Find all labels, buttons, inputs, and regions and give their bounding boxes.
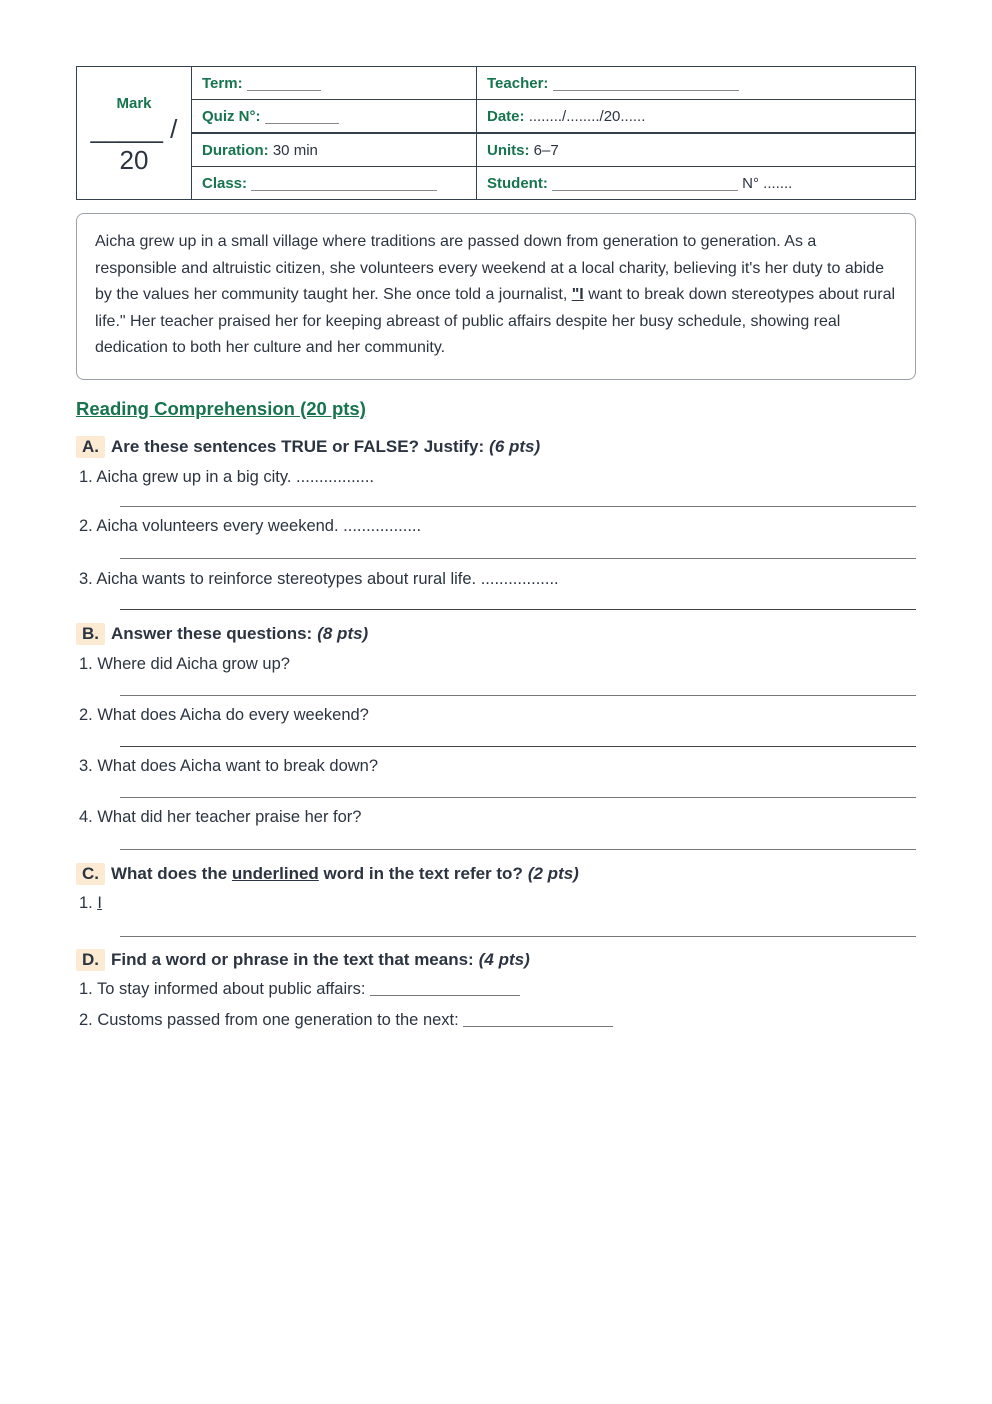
teacher-field[interactable] xyxy=(553,76,739,91)
section-c-title-underlined: underlined xyxy=(231,863,319,883)
class-cell[interactable] xyxy=(192,167,477,200)
quiz-number-field[interactable] xyxy=(265,109,339,124)
passage-text-1: Aicha grew up in a small village where traditions are passed down from generation to generation. As a responsible and altruistic citizen, she volunteers every weekend at a local charity, believing it's her duty to abide by the values her community taught her. She once told a journalist, xyxy=(95,233,884,303)
section-d-item-2 xyxy=(76,1011,916,1030)
section-b-answer-line-1[interactable] xyxy=(120,674,916,696)
section-d-answer-field-2[interactable] xyxy=(463,1012,613,1027)
section-b-title: Answer these questions: xyxy=(111,623,313,643)
section-c-item-word: I xyxy=(97,893,102,912)
units-cell xyxy=(477,133,916,167)
header-table xyxy=(76,66,916,200)
section-d-item-1-text: 1. To stay informed about public affairs: xyxy=(79,979,366,998)
section-c-answer-line-1[interactable] xyxy=(120,913,916,937)
section-b-points: (8 pts) xyxy=(317,623,369,643)
section-a-item-3: 3. Aicha wants to reinforce stereotypes about rural life. ................. xyxy=(79,569,559,588)
section-b-item-3: 3. What does Aicha want to break down? xyxy=(79,756,379,775)
quiz-number-label: Quiz N°: xyxy=(202,107,261,125)
duration-label: Duration: xyxy=(202,141,269,159)
class-field[interactable] xyxy=(251,176,437,191)
section-a-answer-line-1[interactable] xyxy=(120,487,916,507)
section-a-points: (6 pts) xyxy=(489,436,541,456)
section-b-item-1: 1. Where did Aicha grow up? xyxy=(79,654,290,673)
quiz-page xyxy=(76,66,916,1030)
passage-text-2: want to break down stereotypes about rural life." Her teacher praised her for keeping abreast of public affairs despite her busy schedule, showing real dedication to both her culture and her community. xyxy=(95,286,896,356)
term-field[interactable] xyxy=(247,76,321,91)
student-field[interactable] xyxy=(552,176,738,191)
units-value: 6–7 xyxy=(533,141,559,159)
quiz-number-cell[interactable] xyxy=(192,100,477,134)
section-d-heading xyxy=(76,949,916,971)
section-d-item-1 xyxy=(76,980,916,999)
teacher-label: Teacher: xyxy=(487,74,549,92)
teacher-cell[interactable] xyxy=(477,67,916,100)
section-a-heading xyxy=(76,436,916,458)
student-cell[interactable] xyxy=(477,167,916,200)
section-b-item-2: 2. What does Aicha do every weekend? xyxy=(79,705,369,724)
section-a-answer-line-3[interactable] xyxy=(120,589,916,610)
section-c-item-1 xyxy=(76,894,916,913)
class-label: Class: xyxy=(202,174,248,192)
term-label: Term: xyxy=(202,74,243,92)
section-c-letter: C. xyxy=(76,863,105,885)
section-a-letter: A. xyxy=(76,436,105,458)
date-cell[interactable] xyxy=(477,100,916,134)
section-title: Reading Comprehension (20 pts) xyxy=(76,397,366,419)
section-a-answer-line-2[interactable] xyxy=(120,536,916,559)
section-d-title: Find a word or phrase in the text that means: xyxy=(111,949,474,969)
term-cell[interactable] xyxy=(192,67,477,100)
section-c-heading xyxy=(76,863,916,885)
section-c-points: (2 pts) xyxy=(527,863,579,883)
student-number[interactable]: N° ....... xyxy=(742,174,793,192)
section-a-title: Are these sentences TRUE or FALSE? Justify: xyxy=(111,436,485,456)
passage-underlined-word: "I xyxy=(571,286,584,303)
section-b-letter: B. xyxy=(76,623,105,645)
section-c-title-pre: What does the xyxy=(111,863,232,883)
section-b-item-4: 4. What did her teacher praise her for? xyxy=(79,807,362,826)
section-a-item-1: 1. Aicha grew up in a big city. ................. xyxy=(79,467,374,486)
mark-label: Mark xyxy=(116,94,152,112)
section-a-item-2: 2. Aicha volunteers every weekend. ................. xyxy=(79,516,422,535)
reading-passage xyxy=(76,213,916,380)
mark-score[interactable]: _____ / 20 xyxy=(90,113,178,175)
section-b-answer-line-2[interactable] xyxy=(120,725,916,747)
section-c-item-number: 1. xyxy=(79,893,98,912)
mark-cell xyxy=(77,67,192,200)
date-value[interactable]: ......../......../20...... xyxy=(528,107,646,125)
section-c-title-post: word in the text refer to? xyxy=(318,863,523,883)
section-d-letter: D. xyxy=(76,949,105,971)
student-label: Student: xyxy=(487,174,548,192)
duration-value: 30 min xyxy=(272,141,318,159)
section-b-answer-line-3[interactable] xyxy=(120,776,916,798)
section-d-answer-field-1[interactable] xyxy=(370,981,520,996)
section-d-points: (4 pts) xyxy=(478,949,530,969)
section-b-heading xyxy=(76,623,916,645)
section-b-answer-line-4[interactable] xyxy=(120,827,916,850)
duration-cell xyxy=(192,133,477,167)
section-d-item-2-text: 2. Customs passed from one generation to the next: xyxy=(79,1010,459,1029)
units-label: Units: xyxy=(487,141,530,159)
date-label: Date: xyxy=(487,107,525,125)
